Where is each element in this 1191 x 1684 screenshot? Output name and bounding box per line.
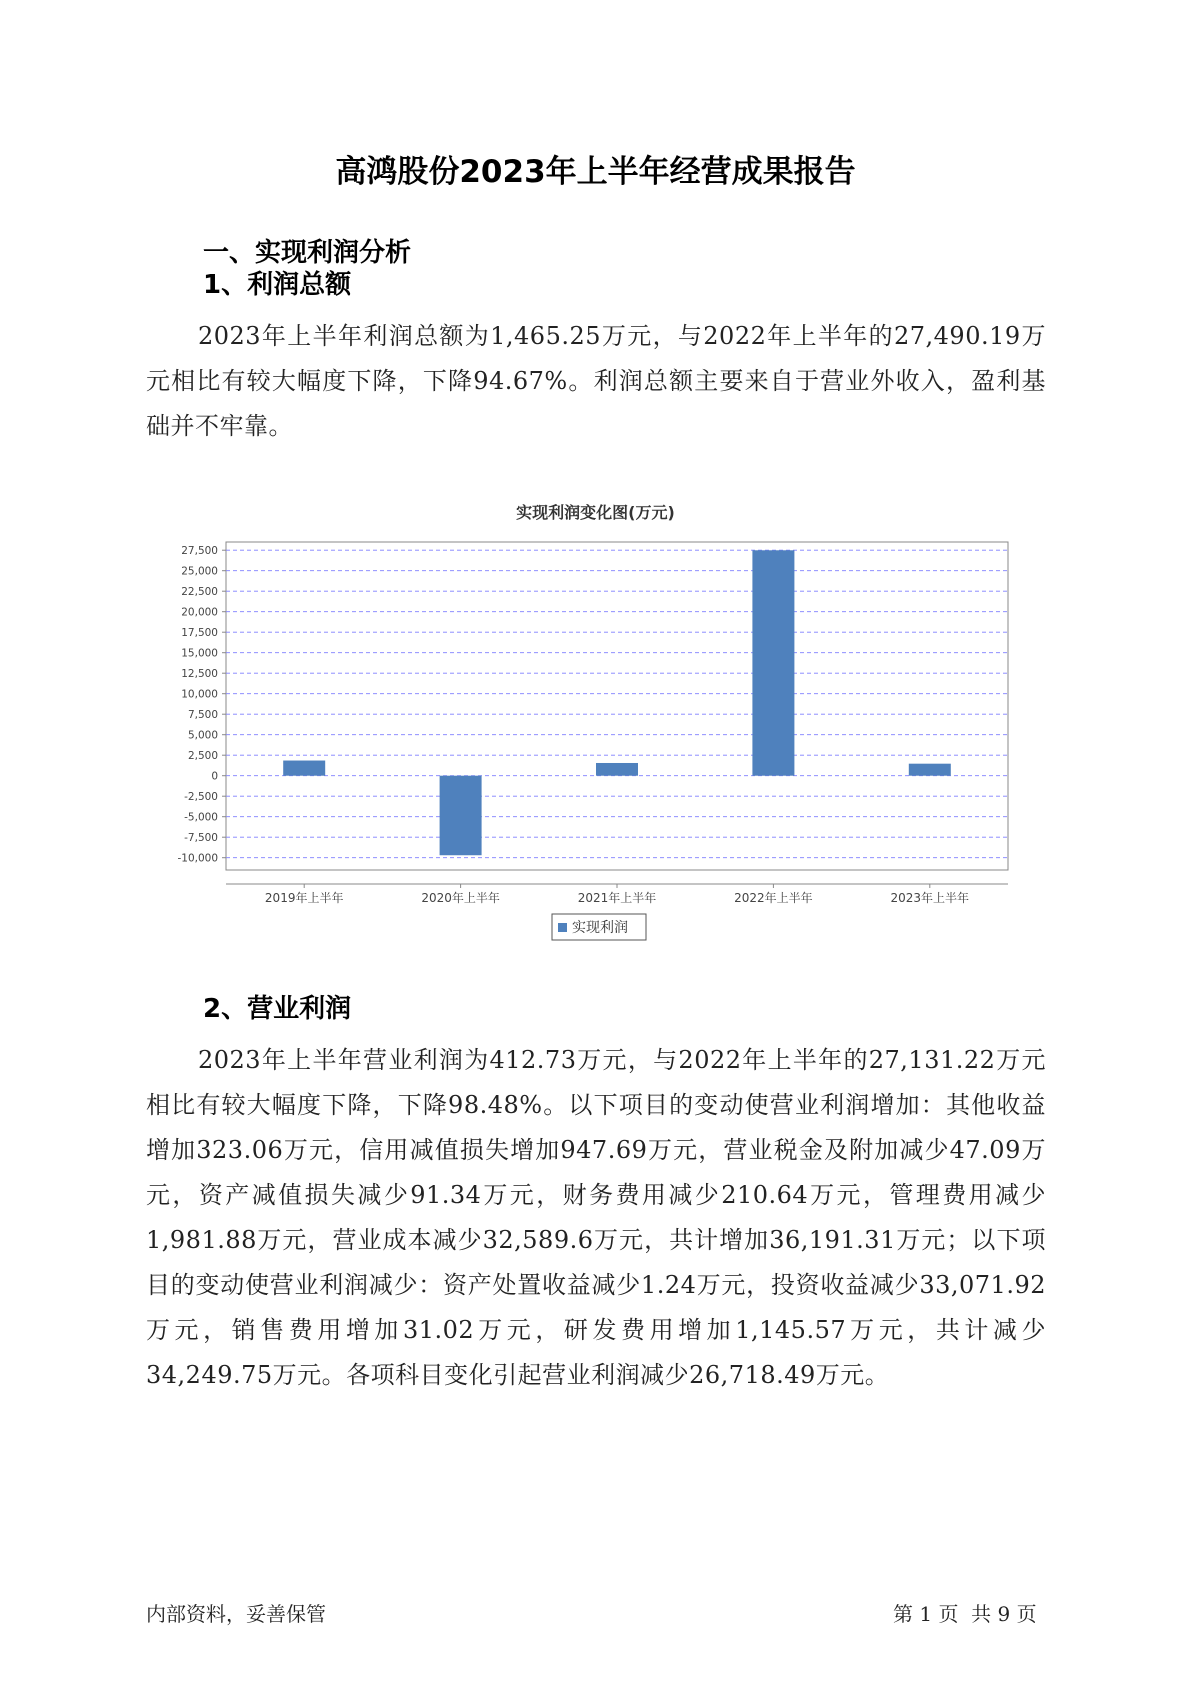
footer-page-number-text: 第 1 页 共 9 页 <box>893 1602 1037 1626</box>
chart-title: 实现利润变化图(万元) <box>516 503 675 522</box>
x-tick-label: 2019年上半年 <box>264 891 344 905</box>
bar-4 <box>752 550 794 775</box>
y-tick-label: 5,000 <box>187 729 218 742</box>
bar-1 <box>283 761 325 776</box>
y-tick-label: 22,500 <box>181 586 218 599</box>
section-heading-1: 一、实现利润分析 <box>203 238 412 268</box>
paragraph-operating-profit <box>146 1038 1046 1398</box>
paragraph-profit-total-text: 2023年上半年利润总额为1,465.25万元，与2022年上半年的27,490.19万元相比有较大幅度下降，下降94.67%。利润总额主要来自于营业外收入，盈利基础并不牢靠。 <box>146 322 1046 440</box>
y-tick-label: 15,000 <box>181 647 218 660</box>
bar-5 <box>909 764 951 776</box>
footer-confidential-note: 内部资料，妥善保管 <box>146 1602 326 1626</box>
subsection-heading-operating-profit: 2、营业利润 <box>203 994 352 1024</box>
y-tick-label: 7,500 <box>187 709 218 722</box>
x-tick-label: 2023年上半年 <box>890 891 970 905</box>
legend-swatch <box>558 923 567 932</box>
bar-2 <box>440 776 482 856</box>
y-tick-label: 2,500 <box>187 750 218 763</box>
y-tick-label: -2,500 <box>184 791 218 804</box>
x-tick-label: 2021年上半年 <box>577 891 657 905</box>
y-tick-label: 20,000 <box>181 606 218 619</box>
bar-3 <box>596 763 638 776</box>
y-tick-label: 12,500 <box>181 668 218 681</box>
y-tick-label: 17,500 <box>181 627 218 640</box>
y-tick-label: 0 <box>211 770 218 783</box>
y-tick-label: 10,000 <box>181 688 218 701</box>
footer-page-number <box>893 1598 1037 1627</box>
x-tick-label: 2022年上半年 <box>734 891 813 905</box>
y-tick-label: -10,000 <box>177 852 218 865</box>
x-tick-label: 2020年上半年 <box>421 891 500 905</box>
paragraph-operating-profit-text: 2023年上半年营业利润为412.73万元，与2022年上半年的27,131.22万元相比有较大幅度下降，下降98.48%。以下项目的变动使营业利润增加：其他收益增加323.06万元，信用减值损失增加947.69万元，营业税金及附加减少47.09万元，资产减值损失减少91.34万元，财务费用减少210.64万元，管理费用减少1,981.88万元，营业成本减少32,589.6万元，共计增加36,191.31万元；以下项目的变动使营业利润减少：资产处置收益减少1.24万元，投资收益减少33,071.92万元，销售费用增加31.02万元，研发费用增加1,145.57万元，共计减少34,249.75万元。各项科目变化引起营业利润减少26,718.49万元。 <box>146 1046 1046 1389</box>
y-tick-label: 25,000 <box>181 565 218 578</box>
subsection-heading-profit-total: 1、利润总额 <box>203 270 352 300</box>
y-tick-label: -5,000 <box>184 811 218 824</box>
page-title: 高鸿股份2023年上半年经营成果报告 <box>335 154 856 190</box>
plot-area <box>226 542 1008 870</box>
y-tick-label: 27,500 <box>181 545 218 558</box>
y-tick-label: -7,500 <box>184 832 218 845</box>
legend-label: 实现利润 <box>572 920 628 936</box>
